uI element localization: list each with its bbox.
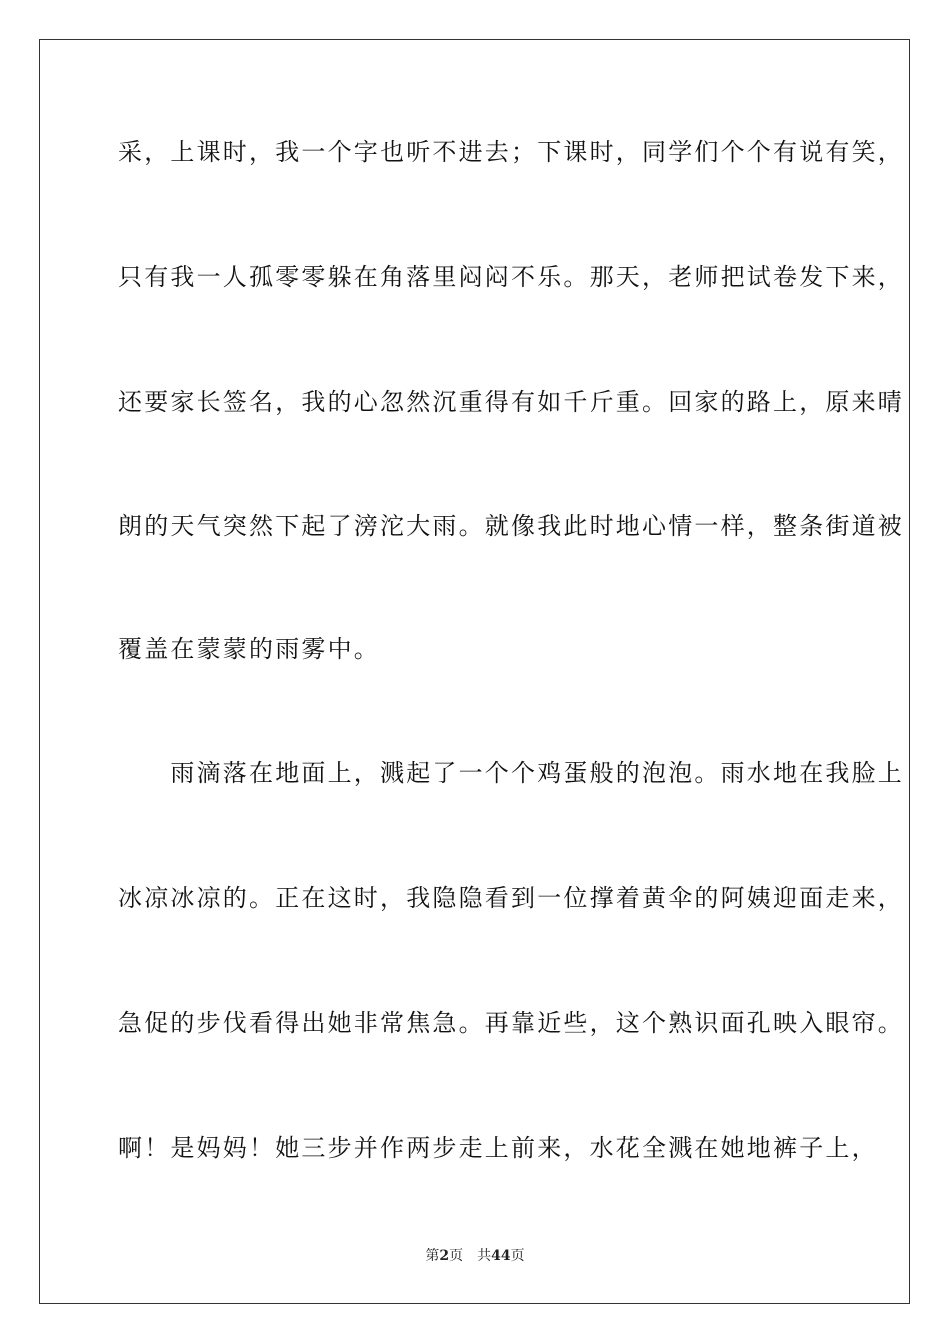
total-prefix: 共 — [477, 1248, 492, 1264]
text-line-6: 雨滴落在地面上，溅起了一个个鸡蛋般的泡泡。雨水地在我脸上 — [118, 759, 904, 787]
total-suffix: 页 — [510, 1248, 525, 1264]
text-line-4: 朗的天气突然下起了滂沱大雨。就像我此时地心情一样，整条街道被 — [118, 512, 904, 540]
text-line-5: 覆盖在蒙蒙的雨雾中。 — [118, 635, 380, 663]
page-border — [39, 39, 910, 1304]
page-number: 2 — [439, 1248, 450, 1264]
text-line-1: 采，上课时，我一个字也听不进去；下课时，同学们个个有说有笑， — [118, 138, 904, 166]
text-line-8: 急促的步伐看得出她非常焦急。再靠近些，这个熟识面孔映入眼帘。 — [118, 1009, 904, 1037]
total-pages: 44 — [491, 1248, 511, 1264]
text-line-7: 冰凉冰凉的。正在这时，我隐隐看到一位撑着黄伞的阿姨迎面走来， — [118, 884, 904, 912]
page-footer — [0, 1247, 950, 1265]
page-prefix: 第 — [425, 1248, 440, 1264]
text-line-3: 还要家长签名，我的心忽然沉重得有如千斤重。回家的路上，原来晴 — [118, 388, 904, 416]
text-line-9: 啊！是妈妈！她三步并作两步走上前来，水花全溅在她地裤子上， — [118, 1134, 878, 1162]
page-suffix: 页 — [449, 1248, 464, 1264]
text-line-2: 只有我一人孤零零躲在角落里闷闷不乐。那天，老师把试卷发下来， — [118, 263, 904, 291]
